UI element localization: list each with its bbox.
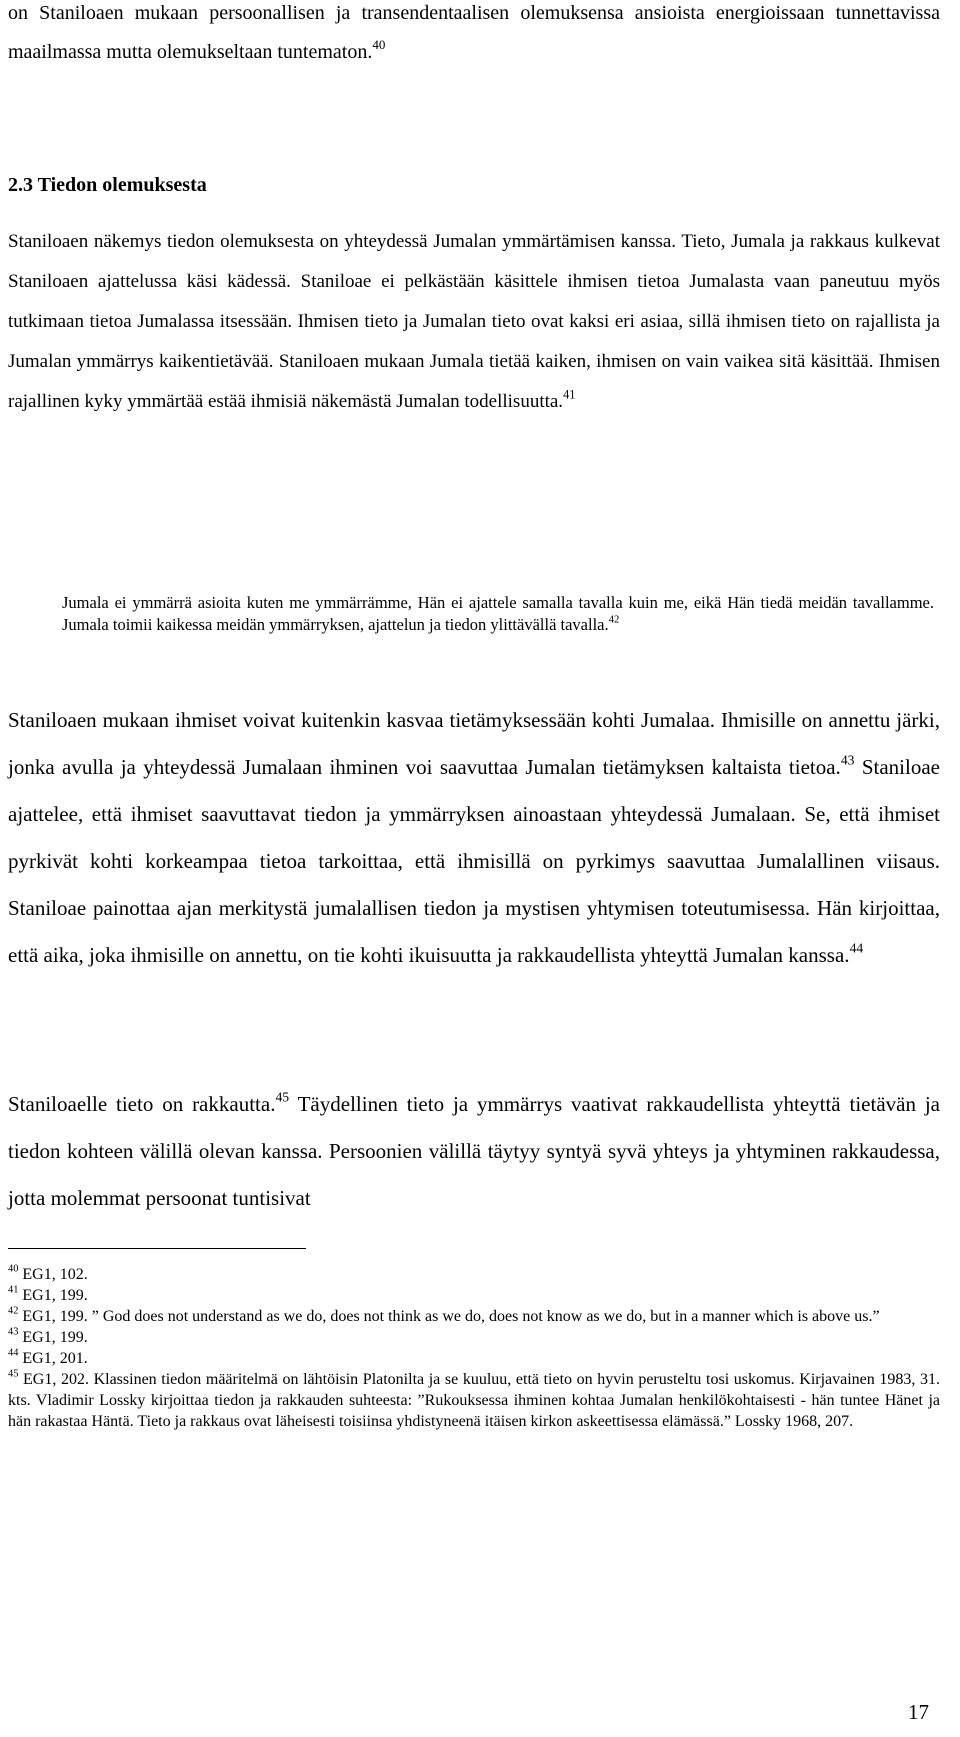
paragraph-text: Täydellinen tieto ja ymmärrys vaativat rakkaudellista yhteyttä tietävän ja tiedon kohteen välillä olevan kanssa. Persoonien välillä täytyy syntyä syvä yhteys ja yhtyminen rakkaudessa, jotta molemmat persoonat tuntisivat (8, 1092, 940, 1210)
footnote-number: 45 (8, 1368, 19, 1380)
footnote-text: EG1, 102. (22, 1266, 88, 1283)
footnote-ref: 41 (563, 387, 576, 402)
footnote (8, 1264, 940, 1285)
footnote (8, 1306, 940, 1327)
footnote (8, 1327, 940, 1348)
footnote-text: EG1, 199. ” God does not understand as we do, does not think as we do, does not know as we do, but in a manner which is above us.” (22, 1308, 880, 1325)
paragraph-text: Staniloaen näkemys tiedon olemuksesta on yhteydessä Jumalan ymmärtämisen kanssa. Tieto, Jumala ja rakkaus kulkevat Staniloaen ajattelussa käsi kädessä. Staniloae ei pelkästään käsittele ihmisen tietoa Jumalasta vaan paneutuu myös tutkimaan tietoa Jumalassa itsessään. Ihmisen tieto ja Jumalan tieto ovat kaksi eri asiaa, sillä ihmisen tieto on rajallista ja Jumalan ymmärrys kaikentietävää. Staniloaen mukaan Jumala tietää kaiken, ihmisen on vain vaikea sitä käsittää. Ihmisen rajallinen kyky ymmärtää estää ihmisiä näkemästä Jumalan todellisuutta. (8, 231, 940, 412)
block-quote (62, 592, 934, 636)
footnote-number: 42 (8, 1305, 19, 1317)
footnote-ref: 43 (840, 752, 855, 768)
footnote-ref: 42 (608, 613, 620, 626)
footnote-number: 44 (8, 1347, 19, 1359)
footnote-ref: 40 (372, 36, 386, 52)
paragraph-knowledge (8, 222, 940, 422)
paragraph-continuation (8, 0, 940, 72)
page-number: 17 (908, 1700, 929, 1724)
footnote (8, 1285, 940, 1306)
footnote-ref: 45 (275, 1089, 290, 1105)
footnote-ref: 44 (849, 940, 864, 956)
paragraph-text: Staniloaelle tieto on rakkautta. (8, 1092, 276, 1116)
paragraph-text: Staniloaen mukaan ihmiset voivat kuitenkin kasvaa tietämyksessään kohti Jumalaa. Ihmisille on annettu järki, jonka avulla ja yhteydessä Jumalaan ihminen voi saavuttaa Jumalan tietämyksen kaltaista tietoa. (8, 708, 940, 779)
footnote-number: 41 (8, 1284, 19, 1296)
section-heading: 2.3 Tiedon olemuksesta (8, 174, 207, 196)
footnote-number: 40 (8, 1263, 19, 1275)
footnote-text: EG1, 199. (22, 1329, 88, 1346)
footnotes (8, 1264, 940, 1432)
paragraph-text: on Staniloaen mukaan persoonallisen ja transendentaalisen olemuksensa ansioista energioissaan tunnettavissa maailmassa mutta olemukseltaan tuntematon. (8, 2, 940, 63)
footnote-number: 43 (8, 1326, 19, 1338)
paragraph-growth (8, 697, 940, 979)
footnote-text: EG1, 199. (22, 1287, 88, 1304)
footnote-text: EG1, 201. (22, 1350, 88, 1367)
footnote (8, 1348, 940, 1369)
paragraph-text: Staniloae ajattelee, että ihmiset saavuttavat tiedon ja ymmärryksen ainoastaan yhteydessä Jumalaan. Se, että ihmiset pyrkivät kohti korkeampaa tietoa tarkoittaa, että ihmisillä on pyrkimys saavuttaa Jumalallinen viisaus. Staniloae painottaa ajan merkitystä jumalallisen tiedon ja mystisen yhtymisen toteutumisessa. Hän kirjoittaa, että aika, joka ihmisille on annettu, on tie kohti ikuisuutta ja rakkaudellista yhteyttä Jumalan kanssa. (8, 755, 940, 967)
footnote-divider (8, 1248, 306, 1249)
paragraph-love (8, 1081, 940, 1222)
footnote (8, 1369, 940, 1432)
footnote-text: EG1, 202. Klassinen tiedon määritelmä on lähtöisin Platonilta ja se kuuluu, että tieto on hyvin perusteltu tosi uskomus. Kirjavainen 1983, 31. kts. Vladimir Lossky kirjoittaa tiedon ja rakkauden suhteesta: ”Rukouksessa ihminen kohtaa Jumalan henkilökohtaisesti - hän tuntee Hänet ja hän rakastaa Häntä. Tieto ja rakkaus ovat läheisesti toisiinsa yhdistyneenä itäisen kirkon askeettisessa elämässä.” Lossky 1968, 207. (8, 1371, 941, 1430)
quote-text: Jumala ei ymmärrä asioita kuten me ymmärrämme, Hän ei ajattele samalla tavalla kuin me, eikä Hän tiedä meidän tavallamme. Jumala toimii kaikessa meidän ymmärryksen, ajattelun ja tiedon ylittävällä tavalla. (62, 593, 934, 634)
